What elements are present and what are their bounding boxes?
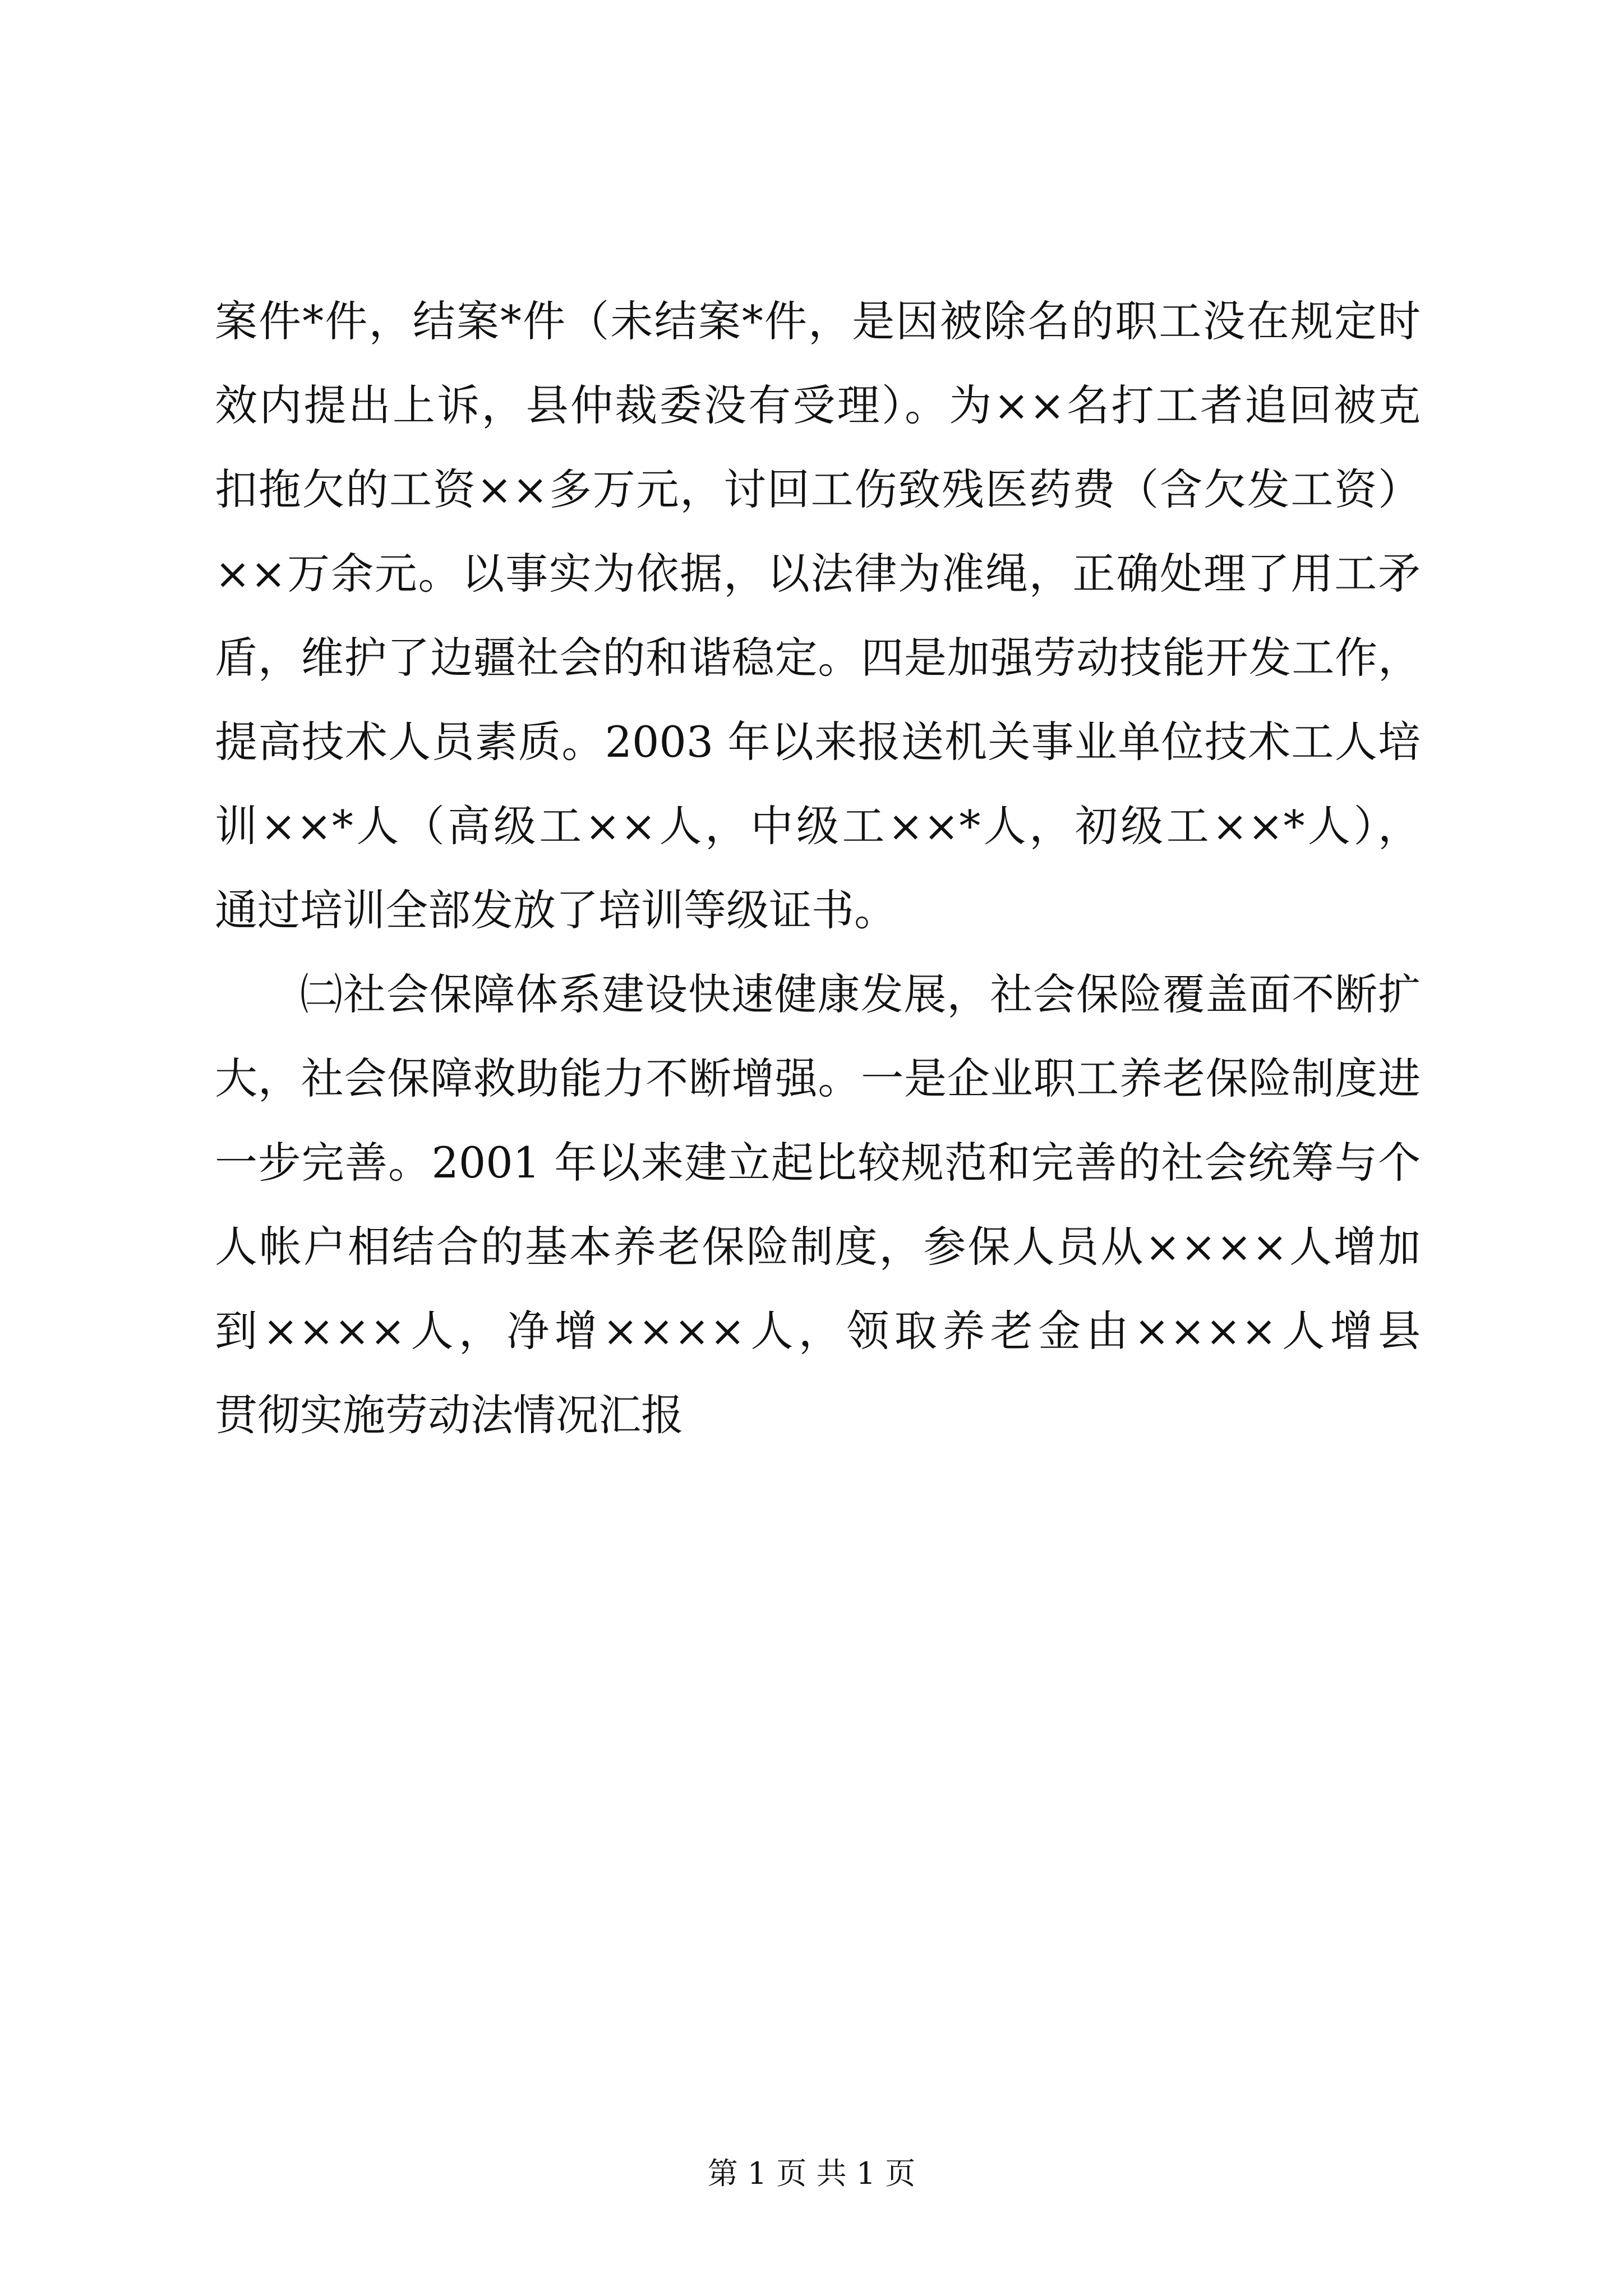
text-line: 扣拖欠的工资××多万元，讨回工伤致残医药费（含欠发工资）: [215, 464, 1421, 514]
text-line: ××万余元。以事实为依据，以法律为准绳，正确处理了用工矛: [215, 549, 1421, 599]
text-line: 训××*人（高级工××人，中级工××*人，初级工××*人），: [215, 801, 1421, 851]
page-number-label: 第 1 页 共 1 页: [707, 2156, 916, 2191]
text-line: 通过培训全部发放了培训等级证书。: [215, 885, 897, 935]
paragraph-1: [215, 279, 1421, 953]
paragraph-2: [215, 953, 1421, 1457]
text-line: 效内提出上诉，县仲裁委没有受理）。为××名打工者追回被克: [215, 380, 1421, 430]
text-line: ㈡社会保障体系建设快速健康发展，社会保险覆盖面不断扩: [300, 969, 1421, 1019]
text-line: 一步完善。2001 年以来建立起比较规范和完善的社会统筹与个: [215, 1138, 1421, 1188]
document-body: [215, 279, 1421, 1457]
text-line: 提高技术人员素质。2003 年以来报送机关事业单位技术工人培: [215, 717, 1421, 767]
text-line: 人帐户相结合的基本养老保险制度，参保人员从××××人增加: [215, 1222, 1421, 1272]
text-line: 到××××人，净增××××人，领取养老金由××××人增县: [215, 1306, 1421, 1356]
text-line: 大，社会保障救助能力不断增强。一是企业职工养老保险制度进: [215, 1053, 1421, 1103]
page-footer: [0, 2154, 1623, 2193]
text-line: 盾，维护了边疆社会的和谐稳定。四是加强劳动技能开发工作，: [215, 633, 1421, 683]
text-line: 贯彻实施劳动法情况汇报: [215, 1390, 684, 1440]
text-line: 案件*件，结案*件（未结案*件，是因被除名的职工没在规定时: [215, 296, 1421, 346]
